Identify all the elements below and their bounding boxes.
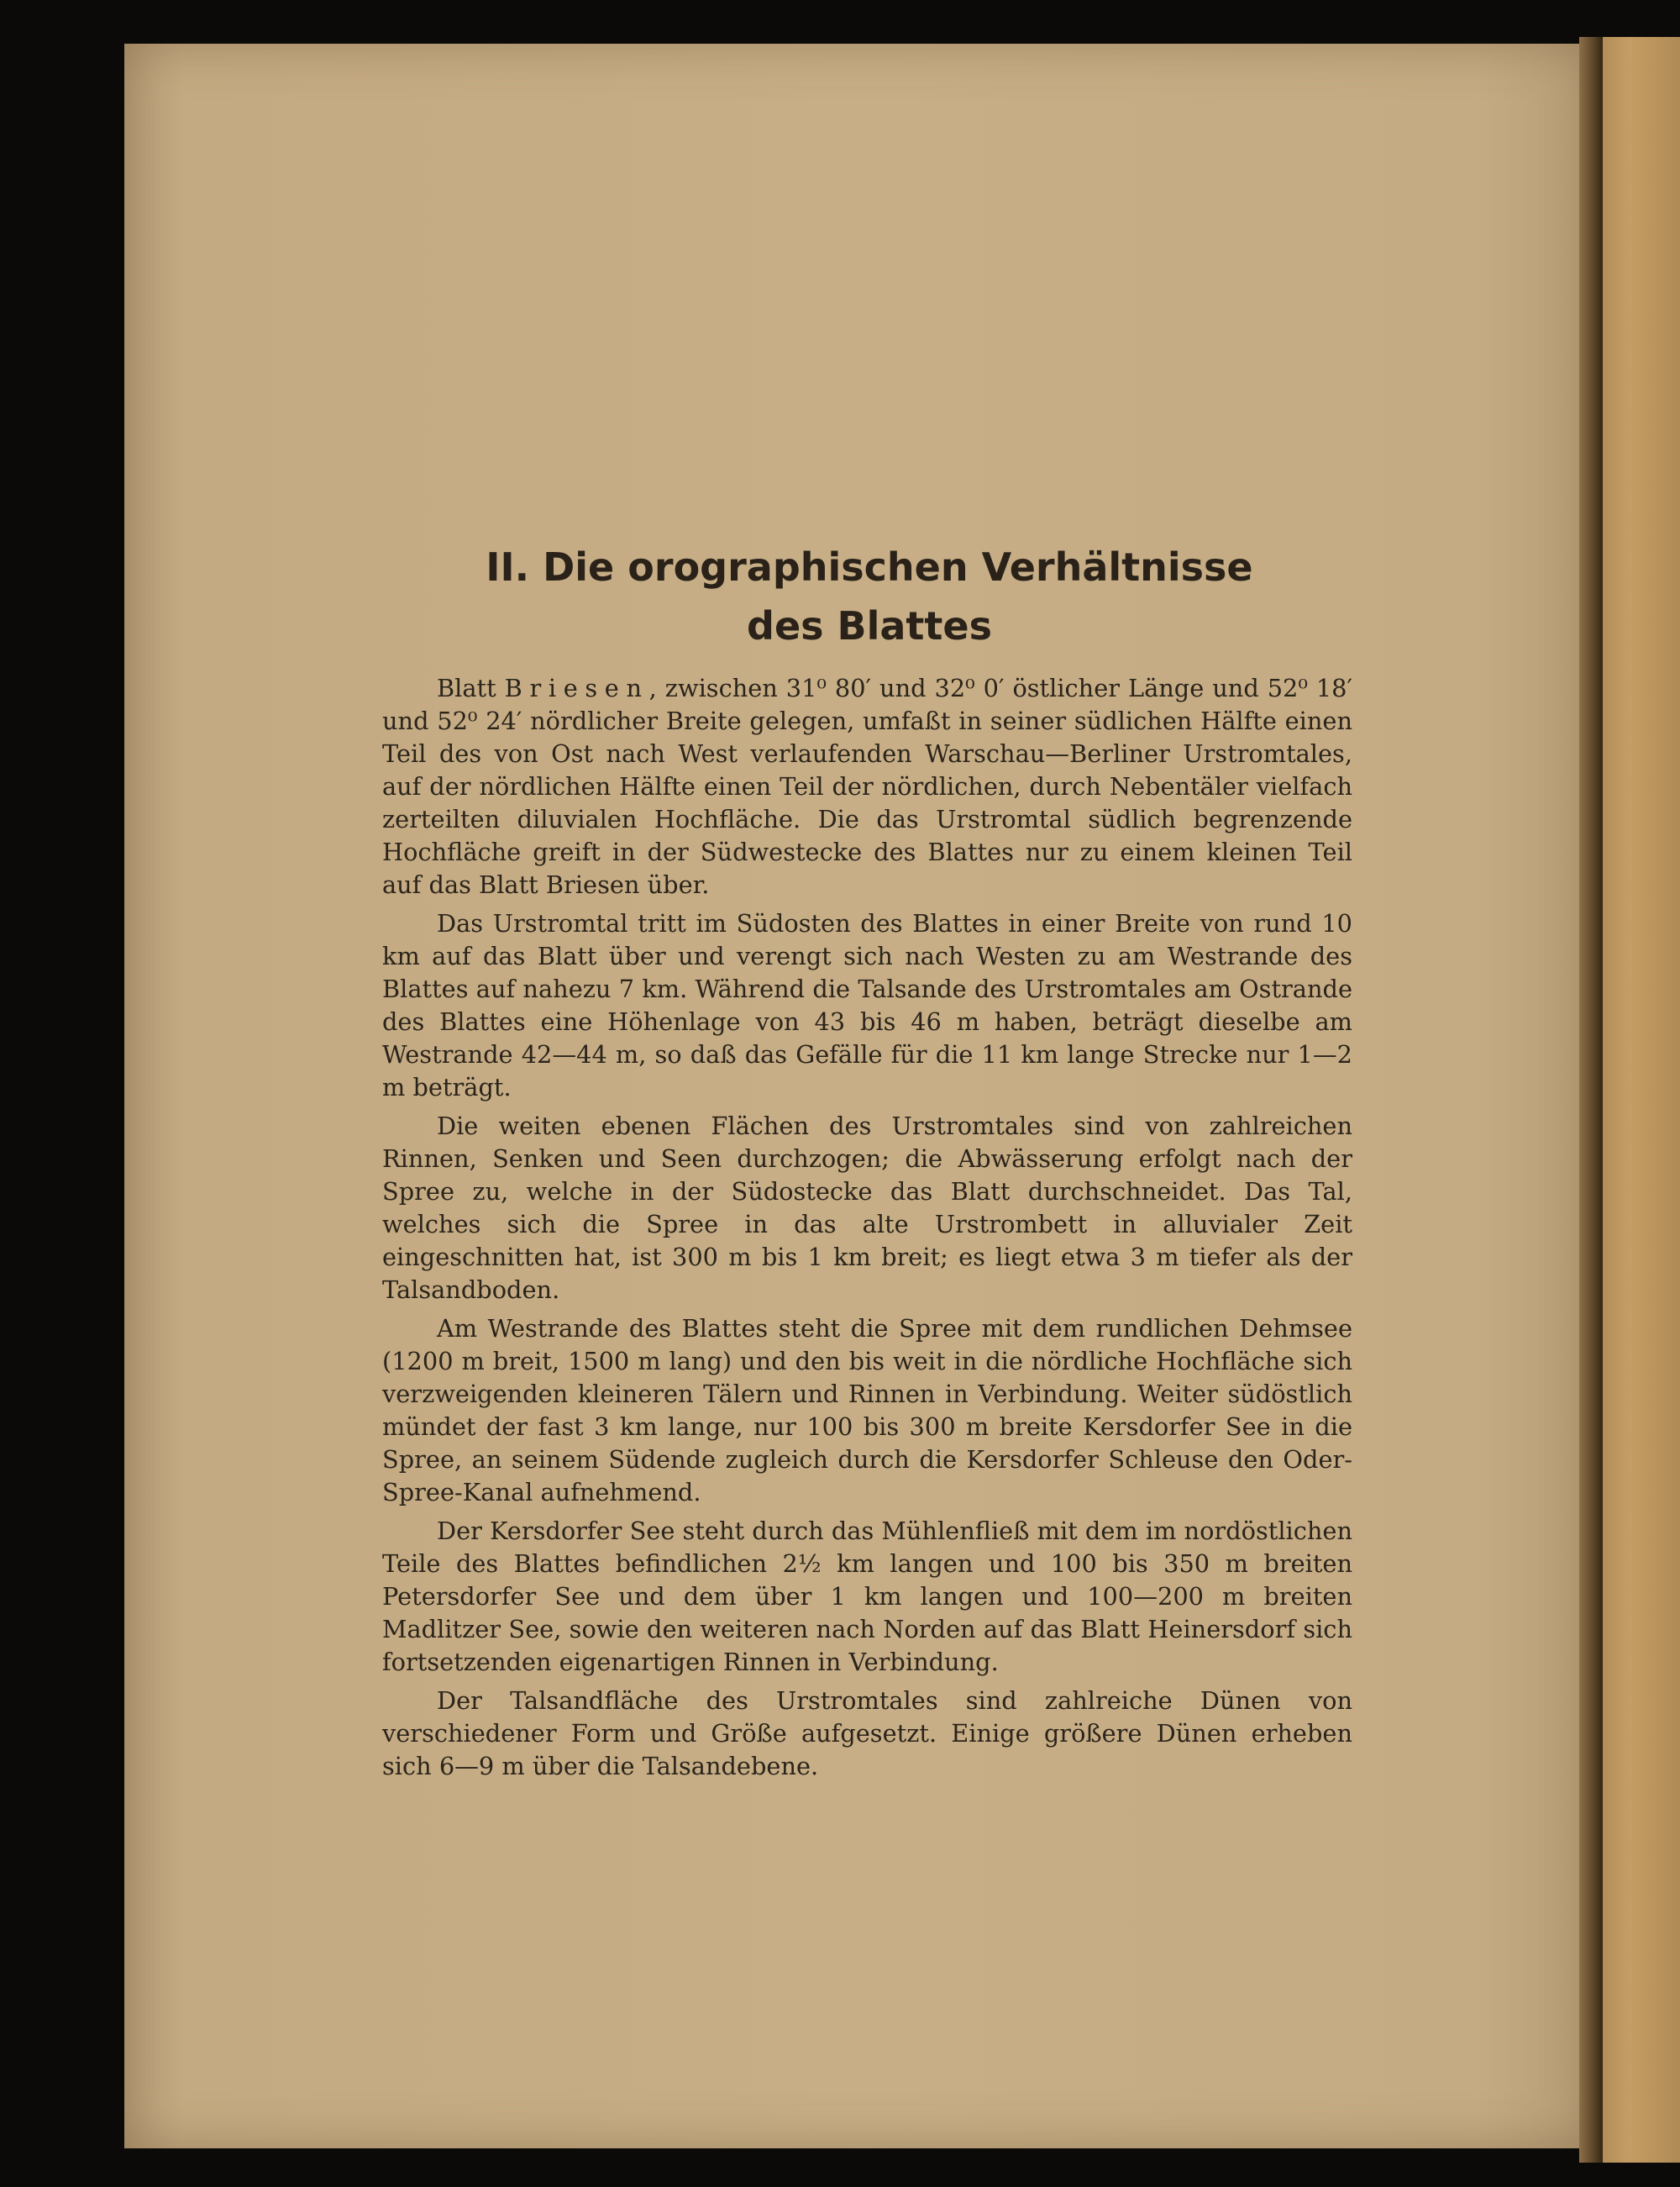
paragraph-2: Das Urstromtal tritt im Südosten des Blattes in einer Breite von rund 10 km auf das Blatt über und verengt sich nach Westen zu am Westrande des Blattes auf nahezu 7 km. Während die Talsande des Urstromtales am Ostrande des Blattes eine Höhenlage von 43 bis 46 m haben, beträgt dieselbe am Westrande 42—44 m, so daß das Gefälle für die 11 km lange Strecke nur 1—2 m beträgt. [382,909,1352,1101]
adjacent-page-edge [1603,37,1680,2163]
paragraph-1 [382,672,1352,902]
paragraph-1-rest: , zwischen 31⁰ 80′ und 32⁰ 0′ östlicher Länge und 52⁰ 18′ und 52⁰ 24′ nördlicher Breite gelegen, umfaßt in seiner südlichen Hälfte einen Teil des von Ost nach West verlaufenden Warschau—Berliner Urstromtales, auf der nördlichen Hälfte einen Teil der nördlichen, durch Nebentäler vielfach zerteilten diluvialen Hochfläche. Die das Urstromtal südlich begrenzende Hochfläche greift in der Südwestecke des Blattes nur zu einem kleinen Teil auf das Blatt Briesen über. [382,674,1353,899]
sheet-name-briesen: Briesen [504,674,649,702]
paragraph-3: Die weiten ebenen Flächen des Urstromtales sind von zahlreichen Rinnen, Senken und Seen durchzogen; die Abwässerung erfolgt nach der Spree zu, welche in der Südostecke das Blatt durchschneidet. Das Tal, welches sich die Spree in das alte Urstrombett in alluvialer Zeit eingeschnitten hat, ist 300 m bis 1 km breit; es liegt etwa 3 m tiefer als der Talsandboden. [382,1112,1352,1304]
heading-line-1: II. Die orographischen Verhältnisse [486,544,1253,590]
paragraph-1-start: Blatt [437,674,496,702]
paragraph-6: Der Talsandfläche des Urstromtales sind zahlreiche Dünen von verschiedener Form und Größe aufgesetzt. Einige größere Dünen erheben sich 6—9 m über die Talsandebene. [382,1686,1352,1780]
body-text [382,672,1352,1789]
paragraph-5: Der Kersdorfer See steht durch das Mühlenfließ mit dem im nordöstlichen Teile des Blattes befindlichen 2½ km langen und 100 bis 350 m breiten Petersdorfer See und dem über 1 km langen und 100—200 m breiten Madlitzer See, sowie den weiteren nach Norden auf das Blatt Heinersdorf sich fortsetzenden eigenartigen Rinnen in Verbindung. [382,1517,1352,1676]
heading-line-2: des Blattes [747,603,992,649]
paragraph-4: Am Westrande des Blattes steht die Spree mit dem rundlichen Dehmsee (1200 m breit, 1500 m lang) und den bis weit in die nördliche Hochfläche sich verzweigenden kleineren Tälern und Rinnen in Verbindung. Weiter südöstlich mündet der fast 3 km lange, nur 100 bis 300 m breite Kersdorfer See in die Spree, an seinem Südende zugleich durch die Kersdorfer Schleuse den Oder-Spree-Kanal aufnehmend. [382,1314,1352,1506]
section-heading [386,538,1352,655]
book-gutter [1579,37,1604,2163]
